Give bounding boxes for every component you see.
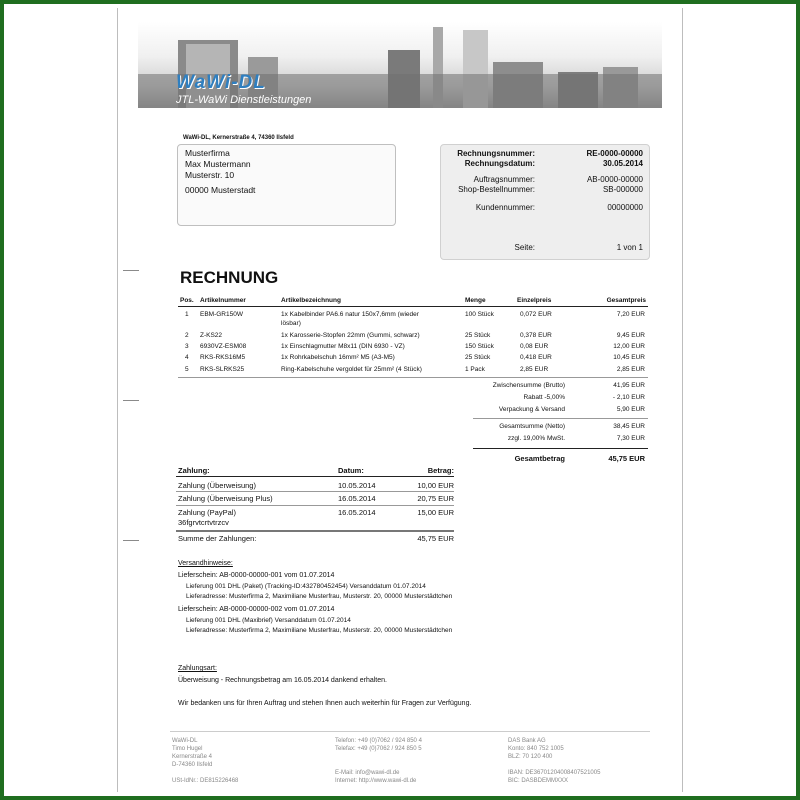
recipient-company: Musterfirma (185, 148, 230, 158)
row-total: 2,85 EUR (616, 366, 645, 373)
row-unit-price: 0,08 EUR (520, 343, 549, 350)
grand-total-label: Gesamtbetrag (514, 454, 565, 463)
footer-bank (508, 737, 600, 785)
payment-row-rule (176, 505, 454, 506)
company-logo-subtitle: JTL-WaWi Dienstleistungen (176, 94, 312, 106)
row-pos: 5 (185, 366, 189, 373)
col-header-article-no: Artikelnummer (200, 297, 246, 304)
footer-line: Internet: http://www.wawi-dl.de (335, 778, 417, 784)
recipient-street: Musterstr. 10 (185, 170, 235, 180)
table-header-rule (178, 306, 648, 307)
payment-type: Zahlung (Überweisung) (178, 481, 256, 490)
invoice-page (117, 8, 683, 792)
row-total: 10,45 EUR (613, 354, 645, 361)
document-title: RECHNUNG (180, 268, 279, 287)
footer-line (335, 761, 422, 769)
row-pos: 1 (185, 311, 189, 318)
payment-reference: 36fgrvtcrtvtrzcv (178, 518, 229, 527)
payment-header-rule (176, 476, 454, 477)
payment-date: 10.05.2014 (338, 481, 376, 490)
footer-line: Timo Hugel (172, 746, 203, 752)
row-article-no: EBM-GR150W (200, 311, 243, 318)
invoice-number-label: Rechnungsnummer: (457, 149, 535, 158)
delivery-slip-title: Lieferschein: AB-0000-00000-001 vom 01.07.2014 (178, 572, 335, 579)
payment-sum-rule (176, 530, 454, 532)
recipient-city: 00000 Musterstadt (185, 185, 256, 195)
customer-number: 00000000 (607, 203, 643, 212)
footer-line: BLZ: 70 120 400 (508, 754, 553, 760)
net-total-value: 38,45 EUR (613, 423, 645, 430)
footer-line: IBAN: DE36701204008407521005 (508, 770, 601, 776)
customer-number-label: Kundennummer: (475, 203, 535, 212)
footer-line: USt-IdNr.: DE815226468 (172, 778, 239, 784)
row-total: 9,45 EUR (616, 332, 645, 339)
footer-line: Telefon: +49 (0)7062 / 924 850 4 (335, 738, 422, 744)
row-qty: 1 Pack (465, 366, 485, 373)
discount-value: - 2,10 EUR (612, 394, 645, 401)
row-pos: 2 (185, 332, 189, 339)
footer-line: D-74360 Ilsfeld (172, 762, 213, 768)
payment-amount: 10,00 EUR (417, 481, 454, 490)
col-header-unit-price: Einzelpreis (517, 297, 552, 304)
order-number-label: Auftragsnummer: (473, 175, 535, 184)
delivery-slip-line: Lieferung 001 DHL (Paket) (Tracking-ID:432780452454) Versanddatum 01.07.2014 (186, 583, 426, 590)
row-pos: 3 (185, 343, 189, 350)
discount-label: Rabatt -5,00% (523, 394, 565, 401)
delivery-address-line: Lieferadresse: Musterfirma 2, Maximiliane Musterfrau, Musterstr. 20, 00000 Musterstädtchen (186, 593, 453, 600)
grand-total-value: 45,75 EUR (608, 454, 645, 463)
row-qty: 25 Stück (465, 332, 491, 339)
invoice-date: 30.05.2014 (602, 159, 643, 168)
footer-line: E-Mail: info@wawi-dl.de (335, 770, 400, 776)
row-description: 1x Karosserie-Stopfen 22mm (Gummi, schwarz) (281, 332, 420, 339)
row-article-no: RKS-SLRKS25 (200, 366, 245, 373)
row-description-cont: lösbar) (281, 320, 301, 327)
totals-rule (473, 418, 648, 419)
row-unit-price: 2,85 EUR (520, 366, 549, 373)
footer-line (335, 753, 422, 761)
subtotal-label: Zwischensumme (Brutto) (492, 382, 565, 389)
shipping-label: Verpackung & Versand (498, 406, 565, 413)
grand-total-rule (473, 448, 648, 449)
footer-line (172, 769, 238, 777)
sender-line: WaWi-DL, Kernerstraße 4, 74360 Ilsfeld (183, 135, 294, 141)
shop-order-number: SB-000000 (602, 185, 643, 194)
footer-rule (170, 731, 650, 732)
row-unit-price: 0,072 EUR (520, 311, 552, 318)
footer-line: Telefax: +49 (0)7062 / 924 850 5 (335, 746, 422, 752)
row-total: 12,00 EUR (613, 343, 645, 350)
row-unit-price: 0,378 EUR (520, 332, 552, 339)
row-description: 1x Kabelbinder PA6.6 natur 150x7,6mm (wieder (281, 311, 419, 318)
payment-row-rule (176, 491, 454, 492)
payment-date: 16.05.2014 (338, 508, 376, 517)
payment-method-heading: Zahlungsart: (178, 665, 217, 672)
col-header-pos: Pos. (180, 297, 194, 304)
shipping-notes-heading: Versandhinweise: (178, 560, 233, 567)
payment-header-date: Datum: (338, 466, 364, 475)
row-article-no: RKS-RKS16M5 (200, 354, 246, 361)
payment-sum-value: 45,75 EUR (417, 534, 454, 543)
row-description: Ring-Kabelschuhe vergoldet für 25mm² (4 Stück) (281, 366, 422, 373)
row-unit-price: 0,418 EUR (520, 354, 552, 361)
vat-label: zzgl. 19,00% MwSt. (507, 435, 565, 442)
thanks-text: Wir bedanken uns für Ihren Auftrag und stehen Ihnen auch weiterhin für Fragen zur Verfügung. (178, 700, 472, 707)
col-header-total: Gesamtpreis (606, 297, 646, 304)
payment-date: 16.05.2014 (338, 494, 376, 503)
page-number: 1 von 1 (616, 243, 643, 252)
payment-header-amount: Betrag: (427, 466, 454, 475)
footer-line: Kernerstraße 4 (172, 754, 213, 760)
payment-sum-label: Summe der Zahlungen: (178, 534, 257, 543)
table-bottom-rule (178, 377, 648, 378)
delivery-slip-title: Lieferschein: AB-0000-00000-002 vom 01.07.2014 (178, 606, 335, 613)
row-article-no: 6930VZ-ESM08 (200, 343, 247, 350)
col-header-qty: Menge (465, 297, 486, 304)
invoice-number: RE-0000-00000 (586, 149, 643, 158)
payment-amount: 20,75 EUR (417, 494, 454, 503)
row-qty: 100 Stück (465, 311, 494, 318)
fold-mark (123, 540, 139, 541)
delivery-address-line: Lieferadresse: Musterfirma 2, Maximiliane Musterfrau, Musterstr. 20, 00000 Musterstädtchen (186, 627, 453, 634)
row-description: 1x Rohrkabelschuh 16mm² M5 (A3-M5) (281, 354, 395, 361)
payment-header-type: Zahlung: (178, 466, 210, 475)
col-header-description: Artikelbezeichnung (281, 297, 341, 304)
page-label: Seite: (514, 243, 535, 252)
order-number: AB-0000-00000 (586, 175, 643, 184)
subtotal-value: 41,95 EUR (613, 382, 645, 389)
footer-line: WaWi-DL (172, 738, 198, 744)
row-total: 7,20 EUR (616, 311, 645, 318)
shipping-value: 5,90 EUR (616, 406, 645, 413)
fold-mark (123, 400, 139, 401)
row-article-no: Z-KS22 (200, 332, 223, 339)
row-qty: 150 Stück (465, 343, 494, 350)
delivery-slip-line: Lieferung 001 DHL (Maxibrief) Versanddatum 01.07.2014 (186, 617, 351, 624)
invoice-date-label: Rechnungsdatum: (464, 159, 535, 168)
footer-contact (335, 737, 422, 785)
payment-method-text: Überweisung - Rechnungsbetrag am 16.05.2014 dankend erhalten. (178, 677, 387, 684)
row-description: 1x Einschlagmutter M8x11 (DIN 6930 - VZ) (281, 343, 405, 350)
footer-line: DAS Bank AG (508, 738, 546, 744)
vat-value: 7,30 EUR (616, 435, 645, 442)
payment-type: Zahlung (PayPal) (178, 508, 236, 517)
row-pos: 4 (185, 354, 189, 361)
footer-line (508, 761, 600, 769)
recipient-name: Max Mustermann (185, 159, 251, 169)
fold-mark (123, 270, 139, 271)
footer-line: Konto: 840 752 1005 (508, 746, 564, 752)
shop-order-label: Shop-Bestellnummer: (458, 185, 535, 194)
payment-type: Zahlung (Überweisung Plus) (178, 494, 273, 503)
row-qty: 25 Stück (465, 354, 491, 361)
footer-company (172, 737, 238, 785)
net-total-label: Gesamtsumme (Netto) (499, 423, 565, 430)
payment-amount: 15,00 EUR (417, 508, 454, 517)
company-logo: WaWi-DL (176, 72, 266, 93)
footer-line: BIC: DASBDEMMXXX (508, 778, 569, 784)
